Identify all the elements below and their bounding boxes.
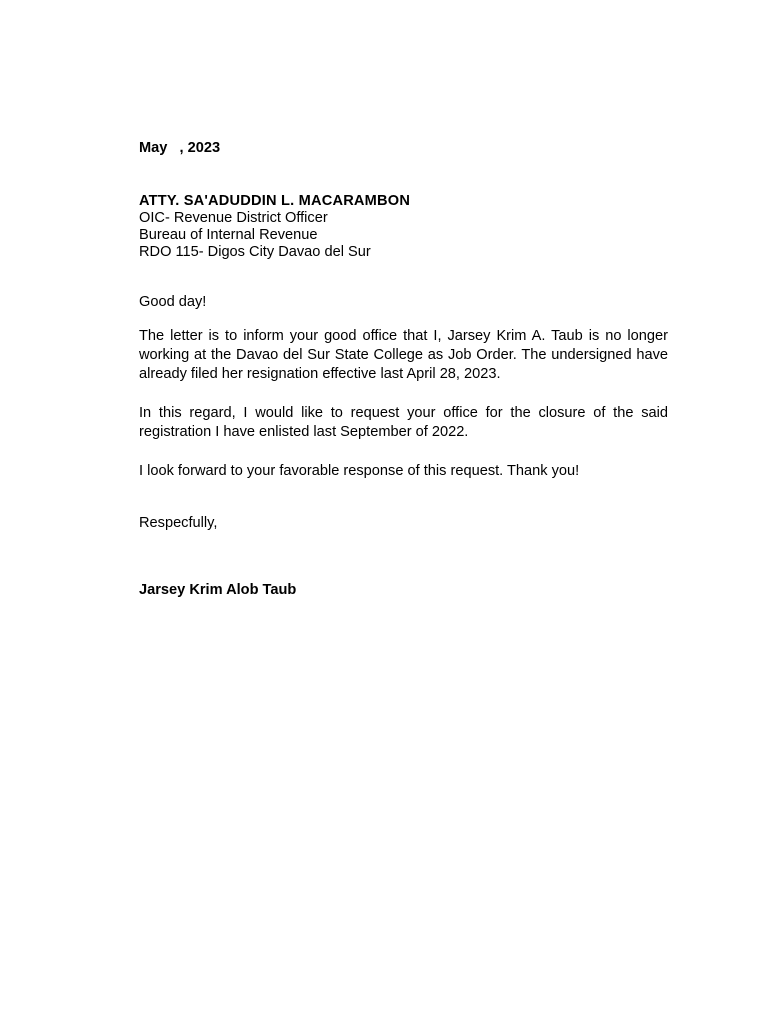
signatory xyxy=(139,582,668,599)
paragraph-text: I look forward to your favorable response of this request. Thank you! xyxy=(139,463,580,479)
paragraph-text: The letter is to inform your good office that I, Jarsey Krim A. Taub is no longer working at the Davao del Sur State College as Job Order. The undersigned have already filed her resignation effective last April 28, 2023. xyxy=(139,328,668,383)
closing xyxy=(139,515,668,532)
closing-text: Respecfully, xyxy=(139,515,218,531)
body-paragraph-2 xyxy=(139,404,668,442)
signatory-name: Jarsey Krim Alob Taub xyxy=(139,582,297,598)
recipient-name: ATTY. SA'ADUDDIN L. MACARAMBON xyxy=(139,193,411,209)
recipient-block xyxy=(139,193,668,261)
letter-date xyxy=(139,140,668,157)
recipient-office: Bureau of Internal Revenue xyxy=(139,227,318,243)
recipient-position: OIC- Revenue District Officer xyxy=(139,210,328,226)
body-paragraph-3 xyxy=(139,462,668,481)
body-paragraph-1 xyxy=(139,327,668,385)
date-text: May , 2023 xyxy=(139,140,221,156)
greeting xyxy=(139,294,668,311)
greeting-text: Good day! xyxy=(139,294,207,310)
recipient-address: RDO 115- Digos City Davao del Sur xyxy=(139,244,371,260)
paragraph-text: In this regard, I would like to request your office for the closure of the said registration I have enlisted last September of 2022. xyxy=(139,405,668,441)
